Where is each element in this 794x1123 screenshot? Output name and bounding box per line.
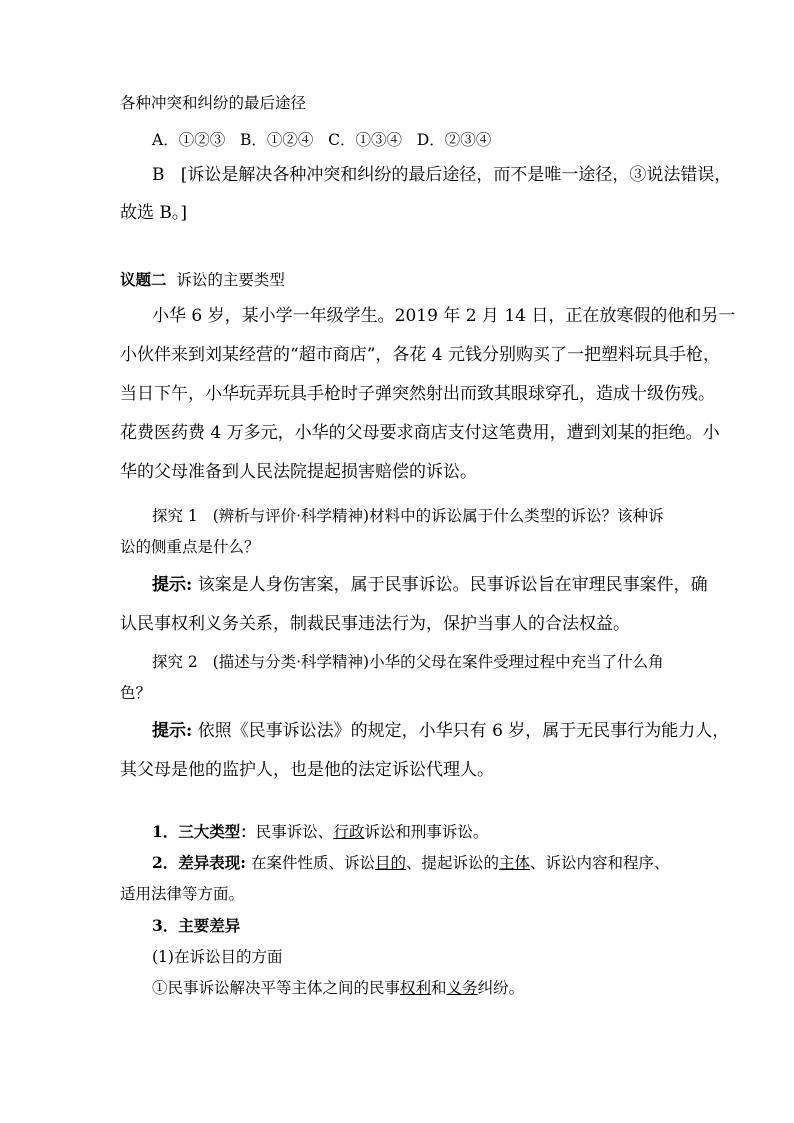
material-line-2: 小伙伴来到刘某经营的“超市商店”，各花 4 元钱分别购买了一把塑料玩具手枪， [120,345,721,365]
blank-yiwu: 义务 [446,979,478,997]
answer-letter: B [152,165,165,185]
summary-point-3-item [152,978,524,998]
summary-point-1-label: 1．三大类型： [152,822,256,841]
blank-xingzheng: 行政 [333,823,365,841]
option-b: B．①②④ [239,131,314,149]
question-tail: 各种冲突和纠纷的最后途径 [120,94,307,112]
material-line-5: 华的父母准备到人民法院提起损害赔偿的诉讼。 [120,462,477,482]
explore-2-hint [152,721,729,741]
explore-1-question-line1: (辨析与评价·科学精神)材料中的诉讼属于什么类型的诉讼？该种诉 [212,507,664,525]
explore-2-question-line2: 色？ [120,684,152,702]
answer-explanation-line2: 故选 B。] [120,203,188,223]
summary-point-3-label: 3．主要差异 [152,916,241,935]
explore-1-question-line2: 讼的侧重点是什么？ [120,538,260,556]
option-a: A．①②③ [152,131,226,149]
summary-point-2-text-a: 在案件性质、诉讼 [250,854,375,872]
summary-point-2-line2: 适用法律等方面。 [120,885,245,903]
summary-point-1-text-b: 诉讼和刑事诉讼。 [364,823,489,841]
summary-point-2 [152,853,670,873]
blank-quanli: 权利 [400,979,432,997]
summary-point-1 [152,822,488,842]
summary-point-3-text-a: ①民事诉讼解决平等主体之间的民事 [152,979,401,997]
answer-explanation-line1: [诉讼是解决各种冲突和纠纷的最后途径，而不是唯一途径，③说法错误， [180,165,732,185]
summary-point-2-text-c: 、诉讼内容和程序、 [530,854,670,872]
summary-point-3-text-c: 纠纷。 [477,979,525,997]
topic-heading [120,270,285,290]
explore-1-question [152,506,664,526]
explore-2-label: 探究 2 [152,653,198,671]
material-line-4: 花费医药费 4 万多元，小华的父母要求商店支付这笔费用，遭到刘某的拒绝。小 [120,423,720,443]
material-line-3: 当日下午，小华玩弄玩具手枪时子弹突然射出而致其眼球穿孔，造成十级伤残。 [120,384,715,404]
blank-zhuti: 主体 [499,854,531,872]
explore-1-hint-line2: 认民事权利义务关系，制裁民事违法行为，保护当事人的合法权益。 [120,614,630,634]
explore-1-label: 探究 1 [152,507,198,525]
explore-2-hint-line1: 依照《民事诉讼法》的规定，小华只有 6 岁，属于无民事行为能力人， [197,721,730,741]
option-d: D．②③④ [416,131,492,149]
summary-point-2-text-b: 、提起诉讼的 [405,854,499,872]
explore-2-question [152,652,664,672]
option-c: C．①③④ [328,131,403,149]
topic-label: 议题二 [120,270,167,289]
explore-1-hint-label: 提示: [152,575,193,595]
material-line-1: 小华 6 岁，某小学一年级学生。2019 年 2 月 14 日，正在放寒假的他和另一 [152,306,736,326]
summary-point-1-text-a: 民事诉讼、 [255,823,334,841]
explore-1-hint [152,575,708,595]
summary-point-3-text-b: 和 [431,979,447,997]
explore-1-hint-line1: 该案是人身伤害案，属于民事诉讼。民事诉讼旨在审理民事案件，确 [197,575,708,595]
blank-mudi: 目的 [374,854,406,872]
topic-title: 诉讼的主要类型 [176,271,285,289]
answer-options [152,130,491,150]
explore-2-hint-line2: 其父母是他的监护人，也是他的法定诉讼代理人。 [120,760,494,780]
explore-2-question-line1: (描述与分类·科学精神)小华的父母在案件受理过程中充当了什么角 [212,653,664,671]
summary-point-3-sub: (1)在诉讼目的方面 [152,948,283,966]
summary-point-2-label: 2．差异表现: [152,853,247,872]
explore-2-hint-label: 提示: [152,721,193,741]
answer-explanation [152,165,731,185]
